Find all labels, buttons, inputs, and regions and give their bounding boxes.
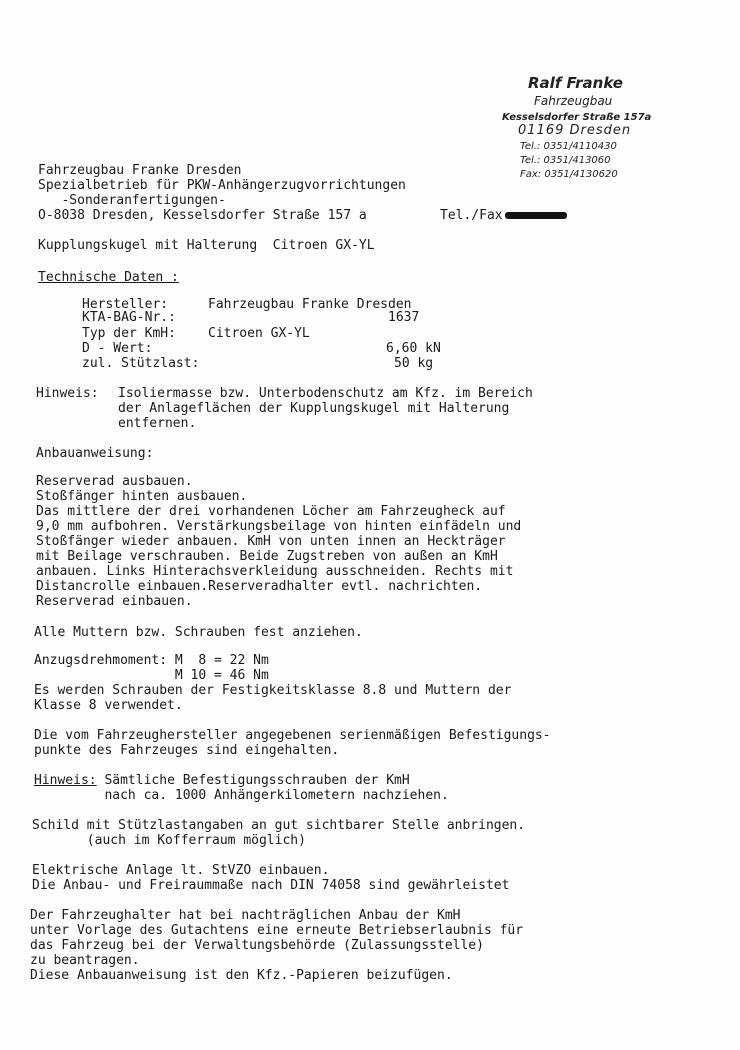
schild-line: Schild mit Stützlastangaben an gut sichtbarer Stelle anbringen. bbox=[32, 818, 526, 833]
hinweis-text: der Anlageflächen der Kupplungskugel mit Halterung bbox=[118, 401, 510, 416]
anbau-line: anbauen. Links Hinterachsverkleidung ausschneiden. Rechts mit bbox=[36, 564, 514, 579]
halter-line: Der Fahrzeughalter hat bei nachträglichen Anbau der KmH bbox=[30, 908, 461, 923]
header-specialty: Spezialbetrieb für PKW-Anhängerzugvorrichtungen bbox=[38, 178, 406, 193]
halter-line: unter Vorlage des Gutachtens eine erneute Betriebserlaubnis für bbox=[30, 923, 524, 938]
hinweis2-text: nach ca. 1000 Anhängerkilometern nachziehen. bbox=[34, 788, 449, 803]
tech-label: KTA-BAG-Nr.: bbox=[82, 310, 176, 325]
anbau-line: Reserverad einbauen. bbox=[36, 594, 193, 609]
stamp-tel2: Tel.: 0351/413060 bbox=[520, 155, 611, 166]
drehmoment-line: Anzugsdrehmoment: M 8 = 22 Nm bbox=[34, 653, 269, 668]
festigkeit-line: Klasse 8 verwendet. bbox=[34, 698, 183, 713]
header-tel bbox=[440, 208, 567, 223]
anbau-heading: Anbauanweisung: bbox=[36, 446, 154, 461]
befestigung-line: punkte des Fahrzeuges sind eingehalten. bbox=[34, 743, 340, 758]
anbau-line: 9,0 mm aufbohren. Verstärkungsbeilage von hinten einfädeln und bbox=[36, 519, 522, 534]
muttern-line: Alle Muttern bzw. Schrauben fest anziehen. bbox=[34, 625, 363, 640]
halter-line: Diese Anbauanweisung ist den Kfz.-Papieren beizufügen. bbox=[30, 968, 453, 983]
hinweis2-label: Hinweis: bbox=[34, 773, 97, 788]
elektrik-line: Elektrische Anlage lt. StVZO einbauen. bbox=[32, 863, 330, 878]
befestigung-line: Die vom Fahrzeughersteller angegebenen serienmäßigen Befestigungs- bbox=[34, 728, 551, 743]
stamp-sub: Fahrzeugbau bbox=[534, 94, 613, 108]
tech-label: zul. Stützlast: bbox=[82, 356, 200, 371]
stamp-name: Ralf Franke bbox=[528, 74, 623, 92]
stamp-tel1: Tel.: 0351/4110430 bbox=[520, 141, 617, 152]
header-tel-label: Tel./Fax bbox=[440, 208, 503, 223]
stamp-street: Kesselsdorfer Straße 157a bbox=[502, 112, 652, 123]
tech-label: Hersteller: bbox=[82, 297, 169, 312]
anbau-line: Reserverad ausbauen. bbox=[36, 474, 193, 489]
header-address: O-8038 Dresden, Kesselsdorfer Straße 157 a bbox=[38, 208, 367, 223]
anbau-line: mit Beilage verschrauben. Beide Zugstreben von außen an KmH bbox=[36, 549, 498, 564]
hinweis2-text: Sämtliche Befestigungsschrauben der KmH bbox=[96, 773, 410, 788]
hinweis-label: Hinweis: bbox=[36, 386, 99, 401]
stamp-fax: Fax: 0351/4130620 bbox=[520, 169, 618, 180]
tech-value: 6,60 kN bbox=[386, 341, 441, 356]
tech-value: 1637 bbox=[388, 310, 420, 325]
anbau-line: Stoßfänger hinten ausbauen. bbox=[36, 489, 248, 504]
anbau-line: Das mittlere der drei vorhandenen Löcher am Fahrzeugheck auf bbox=[36, 504, 506, 519]
halter-line: das Fahrzeug bei der Verwaltungsbehörde (Zulassungsstelle) bbox=[30, 938, 484, 953]
tech-label: Typ der KmH: bbox=[82, 326, 176, 341]
din-line: Die Anbau- und Freiraummaße nach DIN 74058 sind gewährleistet bbox=[32, 878, 510, 893]
drehmoment-line: M 10 = 46 Nm bbox=[34, 668, 269, 683]
anbau-line: Distancrolle einbauen.Reserveradhalter evtl. nachrichten. bbox=[36, 579, 483, 594]
hinweis-text: Isoliermasse bzw. Unterbodenschutz am Kfz. im Bereich bbox=[118, 386, 533, 401]
tech-value: Citroen GX-YL bbox=[208, 326, 310, 341]
crossed-out-number bbox=[505, 212, 567, 219]
subject-line: Kupplungskugel mit Halterung Citroen GX-YL bbox=[38, 238, 375, 253]
tech-value: 50 kg bbox=[394, 356, 434, 371]
tech-label: D - Wert: bbox=[82, 341, 153, 356]
header-custom: -Sonderanfertigungen- bbox=[38, 193, 226, 208]
hinweis2-row bbox=[34, 773, 410, 788]
anbau-line: Stoßfänger wieder anbauen. KmH von unten innen an Heckträger bbox=[36, 534, 506, 549]
festigkeit-line: Es werden Schrauben der Festigkeitsklasse 8.8 und Muttern der bbox=[34, 683, 512, 698]
stamp-city: 01169 Dresden bbox=[518, 123, 632, 138]
tech-value: Fahrzeugbau Franke Dresden bbox=[208, 297, 412, 312]
schild-line: (auch im Kofferraum möglich) bbox=[32, 833, 306, 848]
hinweis-text: entfernen. bbox=[118, 416, 197, 431]
tech-heading: Technische Daten : bbox=[38, 270, 179, 285]
halter-line: zu beantragen. bbox=[30, 953, 140, 968]
header-company: Fahrzeugbau Franke Dresden bbox=[38, 163, 242, 178]
